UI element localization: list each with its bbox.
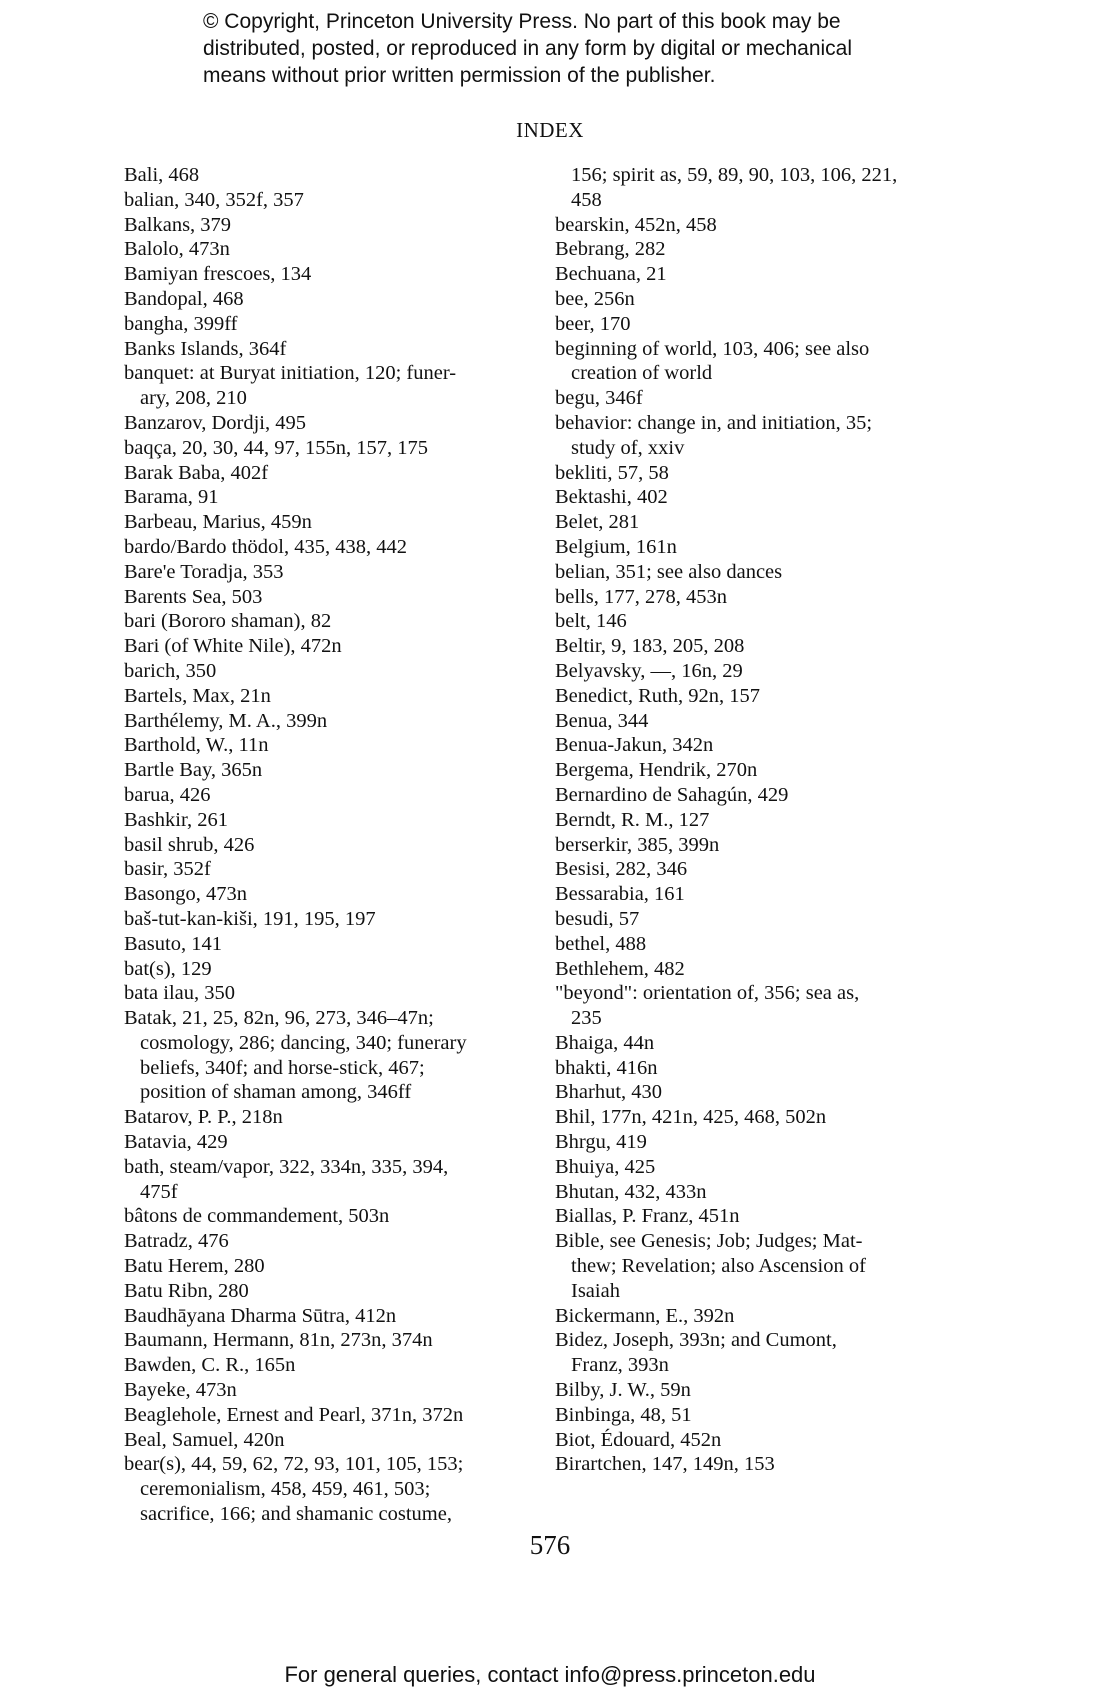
index-entry: "beyond": orientation of, 356; sea as, bbox=[555, 982, 860, 1005]
index-entry: Beal, Samuel, 420n bbox=[124, 1428, 285, 1451]
index-entry: Benua-Jakun, 342n bbox=[555, 734, 714, 757]
index-entry: Baumann, Hermann, 81n, 273n, 374n bbox=[124, 1329, 433, 1352]
index-entry: Bickermann, E., 392n bbox=[555, 1304, 735, 1327]
index-entry: basil shrub, 426 bbox=[124, 833, 255, 856]
index-entry-continuation: ceremonialism, 458, 459, 461, 503; bbox=[140, 1478, 431, 1501]
index-entry: Bamiyan frescoes, 134 bbox=[124, 263, 312, 286]
index-entry: Bartels, Max, 21n bbox=[124, 684, 271, 707]
index-entry: Bernardino de Sahagún, 429 bbox=[555, 783, 789, 806]
index-entry-continuation: study of, xxiv bbox=[571, 436, 685, 459]
index-entry: Batavia, 429 bbox=[124, 1131, 228, 1154]
index-entry: basir, 352f bbox=[124, 858, 211, 881]
index-entry: berserkir, 385, 399n bbox=[555, 833, 720, 856]
index-entry: barich, 350 bbox=[124, 659, 217, 682]
index-entry: bearskin, 452n, 458 bbox=[555, 213, 717, 236]
index-entry: bâtons de commandement, 503n bbox=[124, 1205, 390, 1228]
index-entry: belt, 146 bbox=[555, 610, 627, 633]
index-entry: Beltir, 9, 183, 205, 208 bbox=[555, 635, 745, 658]
index-entry: Bali, 468 bbox=[124, 164, 200, 186]
index-entry: Benedict, Ruth, 92n, 157 bbox=[555, 684, 760, 707]
index-entry-continuation: 156; spirit as, 59, 89, 90, 103, 106, 221, bbox=[571, 164, 898, 186]
index-entry: bells, 177, 278, 453n bbox=[555, 585, 727, 608]
index-entry: bangha, 399ff bbox=[124, 312, 238, 335]
index-entry-continuation: 458 bbox=[571, 188, 602, 211]
index-entry: Bible, see Genesis; Job; Judges; Mat- bbox=[555, 1230, 863, 1253]
index-entry: Barthold, W., 11n bbox=[124, 734, 269, 757]
index-entry: Balkans, 379 bbox=[124, 213, 232, 236]
index-entry: Batradz, 476 bbox=[124, 1230, 229, 1253]
page-heading: INDEX bbox=[516, 118, 584, 142]
index-entry: Balolo, 473n bbox=[124, 238, 230, 261]
index-entry: Bergema, Hendrik, 270n bbox=[555, 759, 758, 782]
index-entry: Besisi, 282, 346 bbox=[555, 858, 688, 881]
index-entry: Bektashi, 402 bbox=[555, 486, 668, 509]
index-entry: belian, 351; see also dances bbox=[555, 560, 783, 583]
index-entry-continuation: cosmology, 286; dancing, 340; funerary bbox=[140, 1031, 467, 1054]
index-entry: Benua, 344 bbox=[555, 709, 649, 732]
index-entry: Bare'e Toradja, 353 bbox=[124, 560, 284, 583]
index-entry: Bharhut, 430 bbox=[555, 1081, 663, 1104]
index-entry: begu, 346f bbox=[555, 387, 643, 410]
copyright-line: means without prior written permission of the publisher. bbox=[203, 64, 716, 87]
index-entry: Bhaiga, 44n bbox=[555, 1031, 655, 1054]
index-entry: bee, 256n bbox=[555, 287, 635, 310]
index-entry: Bari (of White Nile), 472n bbox=[124, 635, 342, 658]
index-entry: Barents Sea, 503 bbox=[124, 585, 263, 608]
index-entry: Binbinga, 48, 51 bbox=[555, 1403, 692, 1426]
index-entry-continuation: 475f bbox=[140, 1180, 178, 1203]
index-entry-continuation: sacrifice, 166; and shamanic costume, bbox=[140, 1503, 452, 1526]
index-entry: bethel, 488 bbox=[555, 932, 647, 955]
index-entry-continuation: creation of world bbox=[571, 362, 713, 385]
index-entry: Basongo, 473n bbox=[124, 883, 247, 906]
index-entry: Banks Islands, 364f bbox=[124, 337, 287, 360]
index-column-left bbox=[124, 163, 554, 1527]
footer-contact: For general queries, contact info@press.princeton.edu bbox=[284, 1662, 816, 1687]
page-number: 576 bbox=[529, 1530, 571, 1560]
index-entry: Bhrgu, 419 bbox=[555, 1131, 647, 1154]
copyright-notice bbox=[203, 8, 963, 89]
index-entry: bhakti, 416n bbox=[555, 1056, 658, 1079]
index-entry: Bandopal, 468 bbox=[124, 287, 244, 310]
index-entry: Bechuana, 21 bbox=[555, 263, 667, 286]
index-entry: Bhil, 177n, 421n, 425, 468, 502n bbox=[555, 1106, 827, 1129]
copyright-line: © Copyright, Princeton University Press. No part of this book may be bbox=[203, 10, 841, 33]
index-entry: Bebrang, 282 bbox=[555, 238, 666, 261]
index-entry-continuation: Isaiah bbox=[571, 1279, 620, 1302]
index-entry: besudi, 57 bbox=[555, 907, 640, 930]
index-entry: balian, 340, 352f, 357 bbox=[124, 188, 304, 211]
index-entry: Bawden, C. R., 165n bbox=[124, 1354, 296, 1377]
index-entry: behavior: change in, and initiation, 35; bbox=[555, 411, 873, 434]
index-entry-continuation: ary, 208, 210 bbox=[140, 387, 247, 410]
index-entry: Belet, 281 bbox=[555, 511, 640, 534]
index-entry: Barbeau, Marius, 459n bbox=[124, 511, 312, 534]
index-entry: Bashkir, 261 bbox=[124, 808, 228, 831]
index-entry: banquet: at Buryat initiation, 120; funer- bbox=[124, 362, 457, 385]
index-entry: Batak, 21, 25, 82n, 96, 273, 346–47n; bbox=[124, 1007, 434, 1030]
index-entry: bath, steam/vapor, 322, 334n, 335, 394, bbox=[124, 1155, 449, 1178]
index-entry: Batu Herem, 280 bbox=[124, 1255, 265, 1278]
index-entry: Belyavsky, —, 16n, 29 bbox=[555, 659, 743, 682]
index-entry: bardo/Bardo thödol, 435, 438, 442 bbox=[124, 535, 407, 558]
index-entry: Barama, 91 bbox=[124, 486, 219, 509]
index-entry: Beaglehole, Ernest and Pearl, 371n, 372n bbox=[124, 1403, 464, 1426]
index-entry: Bilby, J. W., 59n bbox=[555, 1379, 691, 1402]
copyright-line: distributed, posted, or reproduced in any form by digital or mechanical bbox=[203, 37, 853, 60]
index-column-right bbox=[555, 163, 995, 1477]
index-entry: Barthélemy, M. A., 399n bbox=[124, 709, 328, 732]
index-entry: Basuto, 141 bbox=[124, 932, 222, 955]
index-entry: Bethlehem, 482 bbox=[555, 957, 685, 980]
index-entry: Belgium, 161n bbox=[555, 535, 677, 558]
index-entry: Banzarov, Dordji, 495 bbox=[124, 411, 306, 434]
index-entry: baš-tut-kan-kiši, 191, 195, 197 bbox=[124, 907, 376, 930]
index-entry: bear(s), 44, 59, 62, 72, 93, 101, 105, 153; bbox=[124, 1453, 464, 1476]
index-entry: Biallas, P. Franz, 451n bbox=[555, 1205, 740, 1228]
index-entry-continuation: beliefs, 340f; and horse-stick, 467; bbox=[140, 1056, 425, 1079]
index-entry: Batu Ribn, 280 bbox=[124, 1279, 249, 1302]
index-entry: bekliti, 57, 58 bbox=[555, 461, 669, 484]
index-entry: bari (Bororo shaman), 82 bbox=[124, 610, 332, 633]
index-entry-continuation: 235 bbox=[571, 1007, 602, 1030]
index-entry: beer, 170 bbox=[555, 312, 631, 335]
index-entry: baqça, 20, 30, 44, 97, 155n, 157, 175 bbox=[124, 436, 429, 459]
index-entry: Berndt, R. M., 127 bbox=[555, 808, 710, 831]
index-entry: Bhuiya, 425 bbox=[555, 1155, 656, 1178]
index-entry: Bessarabia, 161 bbox=[555, 883, 685, 906]
index-entry: bat(s), 129 bbox=[124, 957, 212, 980]
index-entry: bata ilau, 350 bbox=[124, 982, 236, 1005]
index-entry: Bidez, Joseph, 393n; and Cumont, bbox=[555, 1329, 837, 1352]
index-entry: Barak Baba, 402f bbox=[124, 461, 269, 484]
index-entry: Bayeke, 473n bbox=[124, 1379, 237, 1402]
index-entry: Bhutan, 432, 433n bbox=[555, 1180, 707, 1203]
index-entry: Birartchen, 147, 149n, 153 bbox=[555, 1453, 775, 1476]
index-entry-continuation: position of shaman among, 346ff bbox=[140, 1081, 412, 1104]
index-entry-continuation: Franz, 393n bbox=[571, 1354, 669, 1377]
index-entry: barua, 426 bbox=[124, 783, 211, 806]
index-entry: Bartle Bay, 365n bbox=[124, 759, 263, 782]
index-entry: Batarov, P. P., 218n bbox=[124, 1106, 283, 1129]
index-entry-continuation: thew; Revelation; also Ascension of bbox=[571, 1255, 866, 1278]
index-entry: Biot, Édouard, 452n bbox=[555, 1428, 722, 1451]
index-entry: beginning of world, 103, 406; see also bbox=[555, 337, 870, 360]
index-entry: Baudhāyana Dharma Sūtra, 412n bbox=[124, 1304, 397, 1327]
